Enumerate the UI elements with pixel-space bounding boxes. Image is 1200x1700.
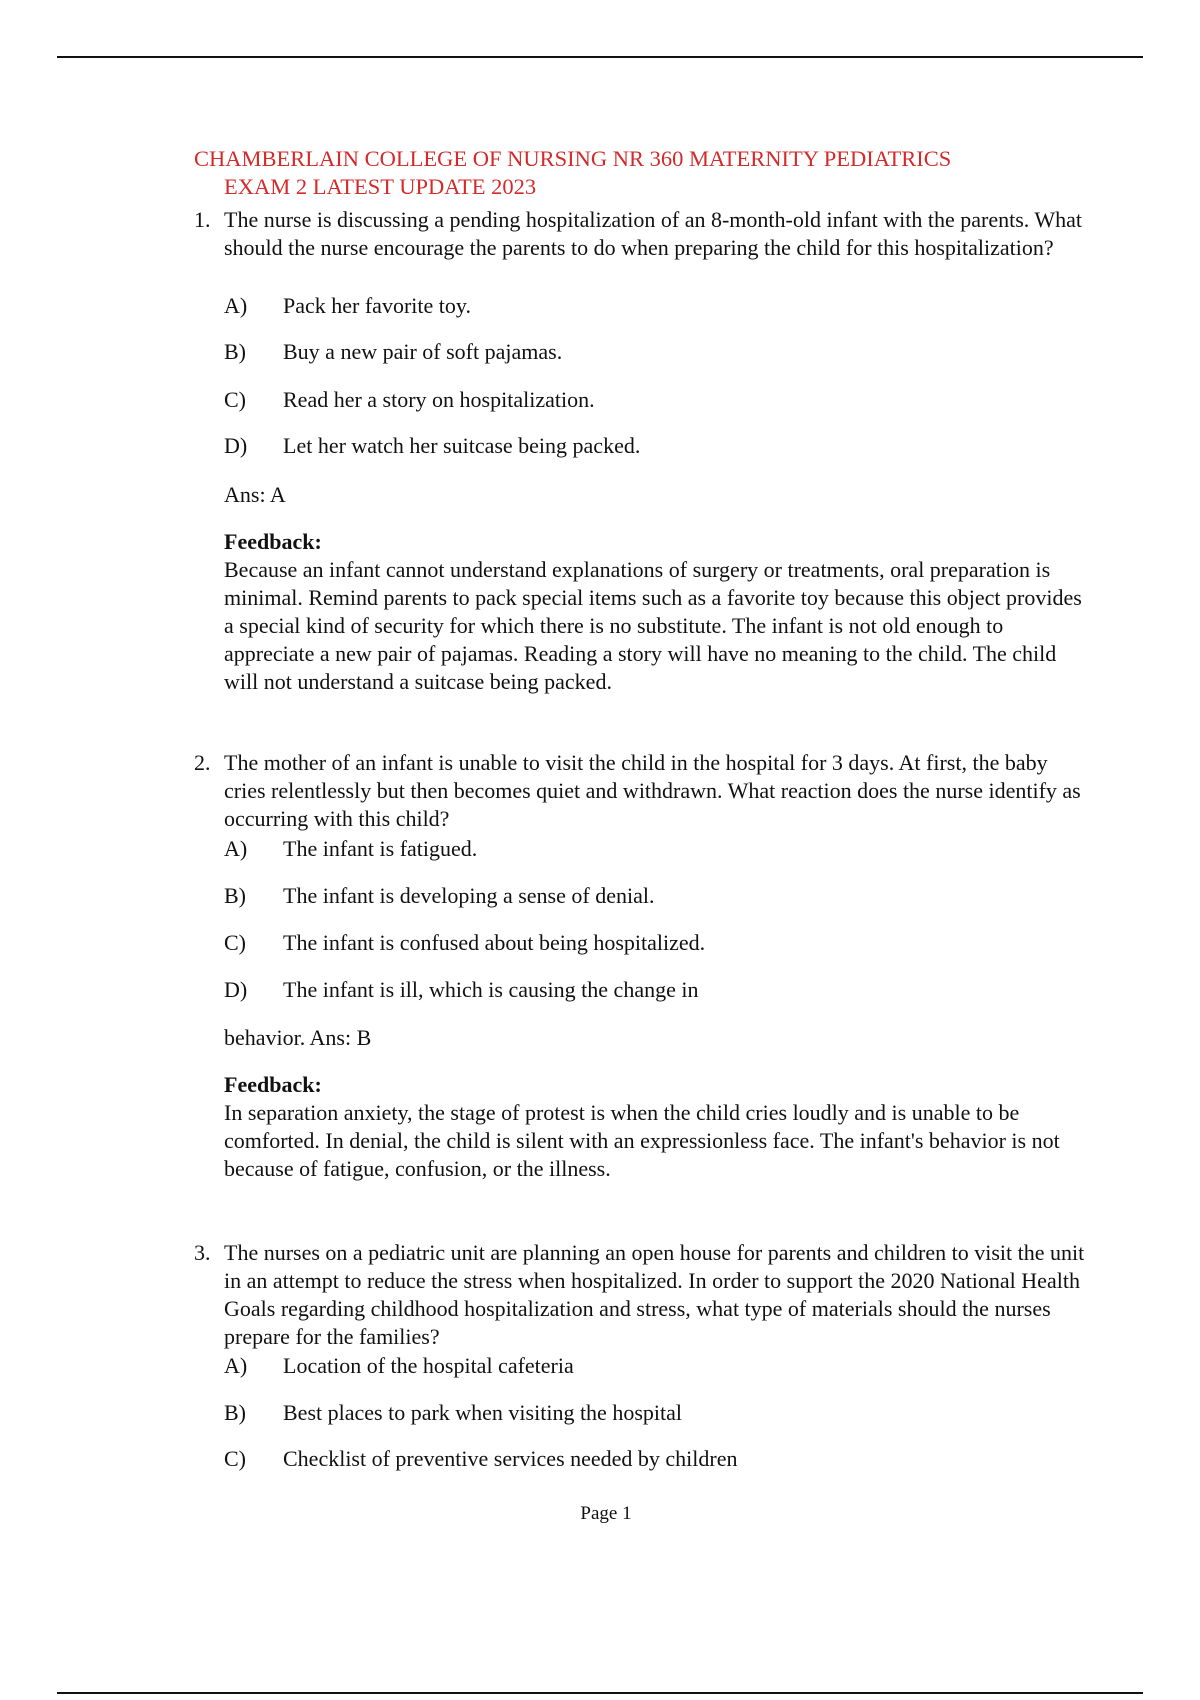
option-letter: D) bbox=[224, 977, 248, 1002]
option-letter: C) bbox=[224, 930, 246, 955]
option-letter: C) bbox=[224, 387, 246, 412]
option-c bbox=[224, 386, 595, 414]
option-a bbox=[224, 292, 471, 320]
title-line-1: CHAMBERLAIN COLLEGE OF NURSING NR 360 MATERNITY PEDIATRICS bbox=[194, 146, 952, 171]
option-letter: B) bbox=[224, 1400, 246, 1425]
feedback-heading: Feedback: bbox=[224, 1072, 322, 1097]
option-letter: A) bbox=[224, 293, 248, 318]
feedback-heading: Feedback: bbox=[224, 529, 322, 554]
option-letter: A) bbox=[224, 1353, 248, 1378]
option-text: The infant is ill, which is causing the change in bbox=[283, 977, 699, 1002]
option-letter: B) bbox=[224, 339, 246, 364]
document-title bbox=[194, 145, 1094, 201]
answer: behavior. Ans: B bbox=[224, 1025, 372, 1050]
option-c bbox=[224, 929, 705, 957]
option-text: The infant is confused about being hospitalized. bbox=[283, 930, 706, 955]
page-number: Page 1 bbox=[580, 1503, 632, 1524]
feedback-text: In separation anxiety, the stage of protest is when the child cries loudly and is unable to be comforted. In denial, the child is silent with an expressionless face. The infant's behavior is not because of fatigue, confusion, or the illness. bbox=[224, 1100, 1060, 1181]
option-b bbox=[224, 1399, 682, 1427]
option-text: Let her watch her suitcase being packed. bbox=[283, 433, 641, 458]
option-letter: B) bbox=[224, 883, 246, 908]
option-b bbox=[224, 338, 562, 366]
question-text: The mother of an infant is unable to visit the child in the hospital for 3 days. At first, the baby cries relentlessly but then becomes quiet and withdrawn. What reaction does the nurse identify as occurring with this child? bbox=[224, 750, 1081, 831]
feedback-text: Because an infant cannot understand explanations of surgery or treatments, oral preparation is minimal. Remind parents to pack special items such as a favorite toy because this object provides a special kind of security for which there is no substitute. The infant is not old enough to appreciate a new pair of pajamas. Reading a story will have no meaning to the child. The child will not understand a suitcase being packed. bbox=[224, 557, 1082, 694]
option-text: Checklist of preventive services needed by children bbox=[283, 1446, 738, 1471]
option-c bbox=[224, 1445, 738, 1473]
question-number: 2. bbox=[194, 750, 211, 775]
option-text: Pack her favorite toy. bbox=[283, 293, 471, 318]
option-text: Buy a new pair of soft pajamas. bbox=[283, 339, 563, 364]
option-a bbox=[224, 835, 477, 863]
option-a bbox=[224, 1352, 574, 1380]
title-line-2: EXAM 2 LATEST UPDATE 2023 bbox=[224, 174, 537, 199]
question-number: 1. bbox=[194, 207, 211, 232]
question-number: 3. bbox=[194, 1240, 211, 1265]
answer: Ans: A bbox=[224, 482, 286, 507]
option-letter: C) bbox=[224, 1446, 246, 1471]
question-text: The nurse is discussing a pending hospitalization of an 8-month-old infant with the parents. What should the nurse encourage the parents to do when preparing the child for this hospitalization? bbox=[224, 207, 1083, 260]
footer-rule bbox=[57, 1692, 1143, 1694]
option-text: Location of the hospital cafeteria bbox=[283, 1353, 574, 1378]
option-letter: A) bbox=[224, 836, 248, 861]
option-text: The infant is developing a sense of denial. bbox=[283, 883, 655, 908]
question-text: The nurses on a pediatric unit are planning an open house for parents and children to visit the unit in an attempt to reduce the stress when hospitalized. In order to support the 2020 National Health Goals regarding childhood hospitalization and stress, what type of materials should the nurses prepare for the families? bbox=[224, 1240, 1085, 1349]
option-text: The infant is fatigued. bbox=[283, 836, 478, 861]
option-text: Best places to park when visiting the hospital bbox=[283, 1400, 682, 1425]
option-b bbox=[224, 882, 654, 910]
option-d bbox=[224, 976, 698, 1004]
option-text: Read her a story on hospitalization. bbox=[283, 387, 595, 412]
option-letter: D) bbox=[224, 433, 248, 458]
option-d bbox=[224, 432, 640, 460]
